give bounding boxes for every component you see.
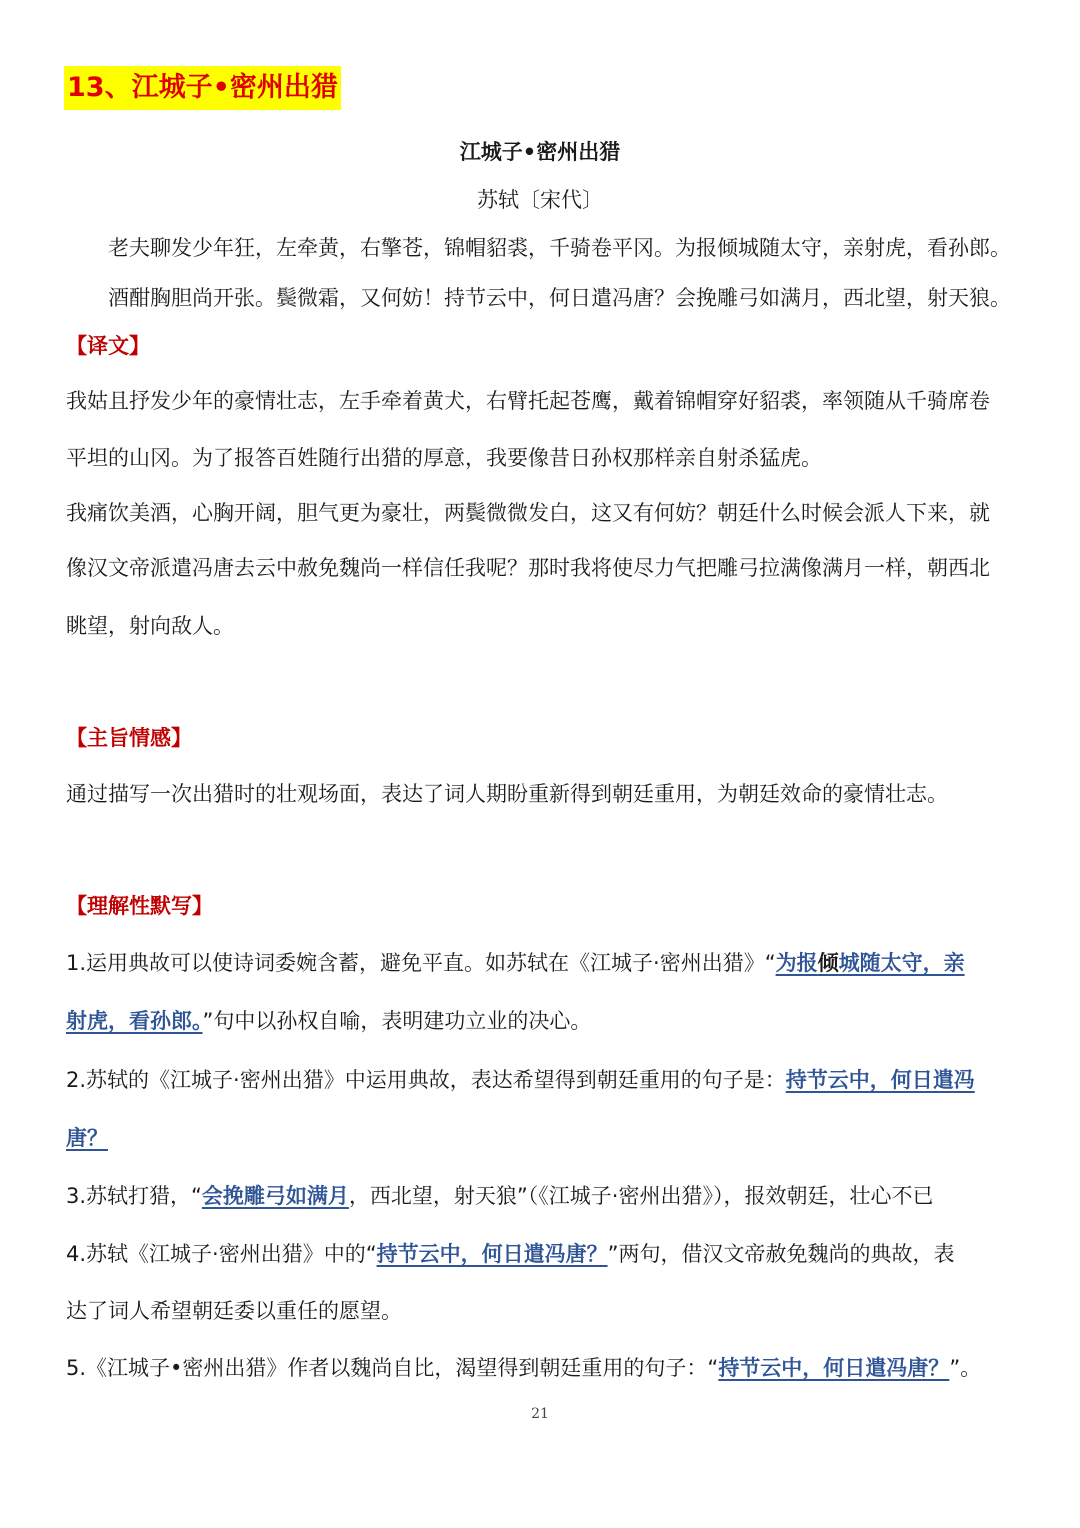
dictation-q3 bbox=[66, 1180, 933, 1212]
poem-author: 苏轼〔宋代〕 bbox=[477, 188, 603, 212]
translation-line: 像汉文帝派遣冯唐去云中赦免魏尚一样信任我呢？那时我将使尽力气把雕弓拉满像满月一样，朝西北 bbox=[66, 556, 990, 580]
dictation-q1 bbox=[66, 947, 965, 979]
dictation-q4-cont: 达了词人希望朝廷委以重任的愿望。 bbox=[66, 1299, 402, 1323]
translation-line: 我姑且抒发少年的豪情壮志，左手牵着黄犬，右臂托起苍鹰，戴着锦帽穿好貂裘，率领随从千骑席卷 bbox=[66, 389, 990, 413]
q1-prompt: 1.运用典故可以使诗词委婉含蓄，避免平直。如苏轼在《江城子·密州出猎》“ bbox=[66, 951, 776, 975]
q5-prompt: 5.《江城子•密州出猎》作者以魏尚自比，渴望得到朝廷重用的句子：“ bbox=[66, 1356, 719, 1380]
q2-prompt: 2.苏轼的《江城子·密州出猎》中运用典故，表达希望得到朝廷重用的句子是： bbox=[66, 1068, 786, 1092]
q1-answer: 射虎，看孙郎。 bbox=[66, 1009, 203, 1033]
theme-label: 【主旨情感】 bbox=[66, 726, 192, 750]
q1-answer: 倾 bbox=[817, 951, 839, 975]
q1-suffix: ”句中以孙权自喻，表明建功立业的决心。 bbox=[202, 1009, 592, 1033]
page-number: 21 bbox=[531, 1406, 549, 1422]
dictation-q2 bbox=[66, 1064, 975, 1096]
poem-title: 江城子•密州出猎 bbox=[459, 140, 621, 164]
q3-suffix: ，西北望，射天狼”（《江城子·密州出猎》），报效朝廷，壮心不已 bbox=[348, 1184, 934, 1208]
poem-line: 酒酣胸胆尚开张。鬓微霜，又何妨！持节云中，何日遣冯唐？会挽雕弓如满月，西北望，射天狼。 bbox=[108, 286, 1011, 310]
dictation-q1-cont bbox=[66, 1005, 591, 1037]
q1-answer: 为报 bbox=[775, 951, 818, 975]
section-heading: 13、江城子•密州出猎 bbox=[64, 66, 341, 110]
q3-answer: 会挽雕弓如满月 bbox=[201, 1184, 349, 1208]
q2-answer: 唐？ bbox=[66, 1126, 108, 1150]
dictation-q2-cont bbox=[66, 1122, 121, 1154]
dictation-label: 【理解性默写】 bbox=[66, 894, 213, 918]
translation-label: 【译文】 bbox=[66, 334, 150, 358]
q4-answer: 持节云中，何日遣冯唐？ bbox=[376, 1242, 608, 1266]
q1-answer: 城随太守，亲 bbox=[838, 951, 965, 975]
q2-answer: 持节云中，何日遣冯 bbox=[785, 1068, 975, 1092]
dictation-q4 bbox=[66, 1238, 954, 1270]
dictation-q5 bbox=[66, 1352, 981, 1384]
translation-line: 眺望，射向敌人。 bbox=[66, 614, 234, 638]
q4-prompt: 4.苏轼《江城子·密州出猎》中的“ bbox=[66, 1242, 377, 1266]
q3-prompt: 3.苏轼打猎，“ bbox=[66, 1184, 202, 1208]
theme-text: 通过描写一次出猎时的壮观场面，表达了词人期盼重新得到朝廷重用，为朝廷效命的豪情壮志。 bbox=[66, 782, 948, 806]
q4-suffix: ”两句，借汉文帝赦免魏尚的典故，表 bbox=[607, 1242, 955, 1266]
translation-line: 平坦的山冈。为了报答百姓随行出猎的厚意，我要像昔日孙权那样亲自射杀猛虎。 bbox=[66, 446, 822, 470]
translation-line: 我痛饮美酒，心胸开阔，胆气更为豪壮，两鬓微微发白，这又有何妨？朝廷什么时候会派人下来，就 bbox=[66, 501, 990, 525]
q5-suffix: ”。 bbox=[949, 1356, 982, 1380]
q5-answer: 持节云中，何日遣冯唐？ bbox=[718, 1356, 950, 1380]
poem-line: 老夫聊发少年狂，左牵黄，右擎苍，锦帽貂裘，千骑卷平冈。为报倾城随太守，亲射虎，看孙郎。 bbox=[108, 236, 1011, 260]
